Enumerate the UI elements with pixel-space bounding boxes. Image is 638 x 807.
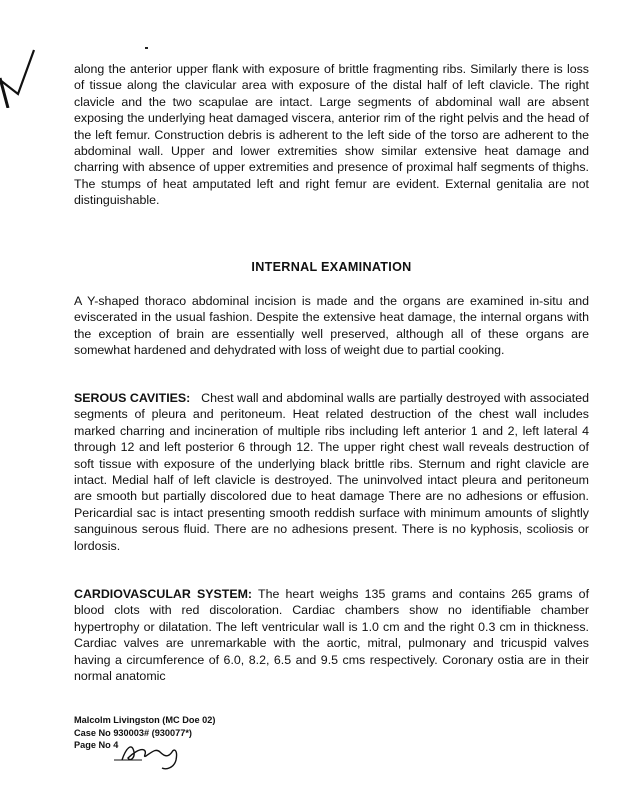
section-heading-internal-examination: INTERNAL EXAMINATION <box>251 260 412 274</box>
cardiovascular-system-paragraph <box>74 586 589 684</box>
serous-cavities-paragraph <box>74 390 589 554</box>
footer-case-line: Case No 930003# (930077*) <box>74 727 192 738</box>
handwritten-initials-signature <box>112 738 192 772</box>
serous-cavities-text: Chest wall and abdominal walls are partially destroyed with associated segments of pleura and peritoneum. Heat related destruction of the chest wall includes marked charring and incineration of multiple ribs including left anterior 1 and 2, left lateral 4 through 12 and left posterior 6 through 12. The upper right chest wall reveals destruction of soft tissue with exposure of the underlying black brittle ribs. Sternum and right clavicle are intact. Medial half of left clavicle is destroyed. The uninvolved intact pleura and peritoneum are smooth but partially discolored due to heat damage There are no adhesions or effusion. Pericardial sac is intact presenting smooth reddish surface with minimum amounts of slightly sanguinous serous fluid. There are no adhesions present. There is no kyphosis, scoliosis or lordosis. <box>74 391 590 553</box>
continuation-paragraph: along the anterior upper flank with exposure of brittle fragmenting ribs. Similarly there is loss of tissue along the clavicular area with exposure of the distal half of left clavicle. The right clavicle and the two scapulae are intact. Large segments of abdominal wall are absent exposing the underlying heat damaged viscera, anterior rim of the right pelvis and the head of the left femur. Construction debris is adherent to the left side of the torso are adherent to the abdominal wall. Upper and lower extremities show similar extensive heat damage and charring with absence of upper extremities and presence of proximal half segments of thighs. The stumps of heat amputated left and right femur are evident. External genitalia are not distinguishable. <box>74 62 589 208</box>
scan-speck <box>145 47 148 49</box>
footer-name-line: Malcolm Livingston (MC Doe 02) <box>74 715 216 725</box>
serous-cavities-label: SEROUS CAVITIES: <box>74 391 191 405</box>
cardiovascular-system-label: CARDIOVASCULAR SYSTEM: <box>74 587 253 601</box>
internal-exam-paragraph: A Y-shaped thoraco abdominal incision is made and the organs are examined in-situ and eviscerated in the usual fashion. Despite the extensive heat damage, the internal organs with the exception of brain are essentially well preserved, although all of these organs are somewhat hardened and dehydrated with loss of weight due to partial cooking. <box>74 294 589 358</box>
footer-page-line: Page No 4 <box>74 740 119 750</box>
cardiovascular-system-text: The heart weighs 135 grams and contains 265 grams of blood clots with red discoloration. Cardiac chambers show no identifiable chamber hypertrophy or dilatation. The left ventricular wall is 1.0 cm and the right 0.3 cm in thickness. Cardiac valves are unremarkable with the aortic, mitral, pulmonary and tricuspid valves having a circumference of 6.0, 8.2, 6.5 and 9.5 cms respectively. Coronary ostia are in their normal anatomic <box>74 587 590 684</box>
margin-stroke-mark <box>0 28 40 108</box>
